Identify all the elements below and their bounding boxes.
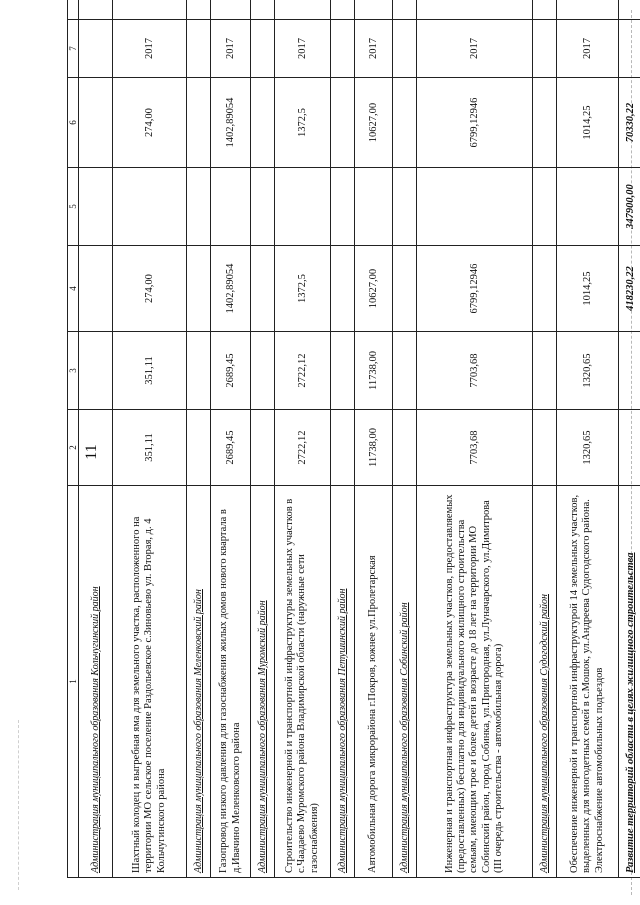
page-edge-line-left [18,720,19,890]
item-description: Газопровод низкого давления для газоснабжения жилых домов нового квартала в д.Ивачино Меленковского района [211,486,251,878]
table-row [275,0,331,878]
section-title: Администрация муниципального образования Судогодский район [533,486,557,878]
cell-value [619,410,640,486]
item-description: Обеспечение инженерной и транспортной инфраструктурой 14 земельных участков, выделенных для многодетных семей в с.Мошок, ул.Андреева Судогодского района. Электроснабжение автомобильных подъездов [557,486,619,878]
item-description: Шахтный колодец и выгребная яма для земельного участка, расположенного на территории МО сельское поселение Раздольевское с.Зиновьево ул. Вторая, д. 4 Кольчугинского района [113,486,187,878]
column-header: 6 [68,78,79,168]
column-header: 2 [68,410,79,486]
total-value: 70330,22 [619,78,640,168]
item-description: Инженерная и транспортная инфраструктура земельных участков, предоставляемых (предоставленных) бесплатно для индивидуального жилищного строительства семьям, имеющим трое и более детей в возрасте до 18 лет на территории МО Собинский район, город Собинка, ул.Пригородная, ул.Луначарского, ул.Димитрова (III очередь строительства - автомобильная дорога) [417,486,533,878]
cell-value: 351,11 [113,410,187,486]
item-description: Автомобильная дорога микрорайона г.Покров, южнее ул.Пролетарская [355,486,393,878]
cell-value [275,168,331,246]
column-header: 4 [68,246,79,332]
cell-value [557,168,619,246]
column-header: 5 [68,168,79,246]
cell-value [619,0,640,20]
cell-value: 2689,45 [211,332,251,410]
table-row [113,0,187,878]
cell-value [417,0,533,20]
section-title: Администрация муниципального образования Муромский район [251,486,275,878]
cell-value [113,0,187,20]
cell-value [557,0,619,20]
section-title: Администрация муниципального образования Собинский район [393,486,417,878]
cell-value [355,0,393,20]
cell-value: 2017 [211,20,251,78]
cell-value: 2017 [275,20,331,78]
column-header: 7 [68,20,79,78]
table-row [355,0,393,878]
section-row [331,0,355,878]
table-header-row [68,0,79,878]
cell-value: 10627,00 [355,246,393,332]
cell-value: 2017 [113,20,187,78]
cell-value: 11738,00 [355,410,393,486]
cell-value [275,0,331,20]
cell-value [211,168,251,246]
cell-value: 1372,5 [275,246,331,332]
cell-value: 1402,89054 [211,246,251,332]
cell-value: 2017 [557,20,619,78]
column-header: 3 [68,332,79,410]
cell-value: 1014,25 [557,246,619,332]
cell-value [417,168,533,246]
cell-value: 1320,65 [557,410,619,486]
table-row [211,0,251,878]
item-description: Строительство инженерной и транспортной инфраструктуры земельных участков в с.Чаадаево Муромского района Владимирской области (наружные сети газоснабжения) [275,486,331,878]
cell-value: 351,11 [113,332,187,410]
total-value: 418230,22 [619,246,640,332]
column-header [68,0,79,20]
cell-value: 7703,68 [417,410,533,486]
section-row [393,0,417,878]
cell-value: 2722,12 [275,332,331,410]
page-number: 11 [83,444,100,460]
section-title: Администрация муниципального образования Петушинский район [331,486,355,878]
cell-value [113,168,187,246]
cell-value: 1402,89054 [211,78,251,168]
section-row [187,0,211,878]
cell-value: 2689,45 [211,410,251,486]
section-row [533,0,557,878]
table-row [557,0,619,878]
total-row [619,0,640,878]
cell-value: 6799,12946 [417,78,533,168]
section-title: Администрация муниципального образования Меленковский район [187,486,211,878]
cell-value: 1372,5 [275,78,331,168]
cell-value: 2017 [355,20,393,78]
cell-value [211,0,251,20]
cell-value: 274,00 [113,246,187,332]
section-row [251,0,275,878]
total-value: 347900,00 [619,168,640,246]
cell-value [619,20,640,78]
cell-value: 2722,12 [275,410,331,486]
projects-table [67,0,640,878]
cell-value: 274,00 [113,78,187,168]
cell-value: 1320,65 [557,332,619,410]
cell-value [355,168,393,246]
cell-value: 10627,00 [355,78,393,168]
cell-value [619,332,640,410]
column-header: 1 [68,486,79,878]
cell-value: 7703,68 [417,332,533,410]
cell-value: 11738,00 [355,332,393,410]
total-label: Развитие территорий области в целях жилищного строительства [619,486,640,878]
section-title: Администрация муниципального образования Кольчугинский район [79,486,113,878]
table-row [417,0,533,878]
cell-value: 2017 [417,20,533,78]
section-row [79,0,113,878]
cell-value: 1014,25 [557,78,619,168]
cell-value: 6799,12946 [417,246,533,332]
